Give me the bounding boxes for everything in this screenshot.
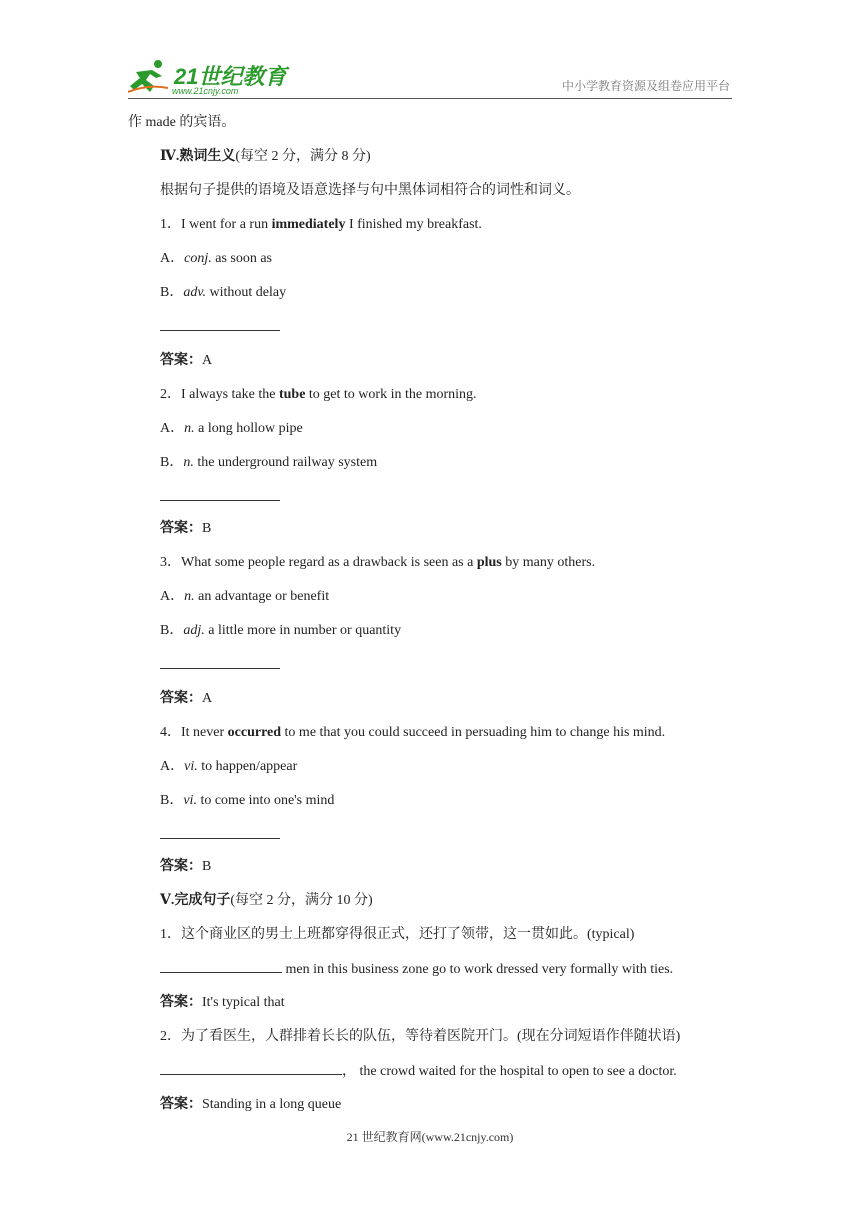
answer-4: 答案：B xyxy=(160,859,212,874)
fill-blank-1 xyxy=(160,960,282,973)
option-1a: A．conj. as soon as xyxy=(160,251,273,266)
answer-3: 答案：A xyxy=(160,691,213,706)
logo xyxy=(128,58,288,98)
section5-sentence-1: men in this business zone go to work dressed very formally with ties. xyxy=(160,960,673,979)
answer-blank-2 xyxy=(160,488,280,507)
section5-title: Ⅴ.完成句子 xyxy=(160,893,231,908)
question-1: 1．I went for a run immediately I finished my breakfast. xyxy=(160,217,482,232)
option-2b: B．n. the underground railway system xyxy=(160,455,378,470)
section4-heading xyxy=(160,148,371,166)
question-3-keyword: plus xyxy=(476,555,502,570)
header-platform-text: 中小学教育资源及组卷应用平台 xyxy=(561,79,730,93)
section5-score: (每空 2 分，满分 10 分) xyxy=(230,893,373,908)
question-4-keyword: occurred xyxy=(227,725,282,740)
section5-heading xyxy=(160,892,373,910)
section4-instruction: 根据句子提供的语境及语意选择与句中黑体词相符合的词性和词义。 xyxy=(160,183,580,198)
answer-blank-3 xyxy=(160,656,280,675)
section5-prompt-1: 1．这个商业区的男士上班都穿得很正式，还打了领带，这一贯如此。(typical) xyxy=(160,927,635,942)
option-2a: A．n. a long hollow pipe xyxy=(160,421,303,436)
section5-answer-2: 答案：Standing in a long queue xyxy=(160,1097,342,1112)
section5-answer-1: 答案：It's typical that xyxy=(160,995,285,1010)
section5-prompt-2: 2．为了看医生，人群排着长长的队伍，等待着医院开门。(现在分词短语作伴随状语) xyxy=(160,1029,681,1044)
question-1-keyword: immediately xyxy=(271,217,346,232)
question-2: 2．I always take the tube to get to work in the morning. xyxy=(160,387,477,402)
section4-title: Ⅳ.熟词生义 xyxy=(160,149,236,164)
answer-blank-1 xyxy=(160,318,280,337)
option-4a: A．vi. to happen/appear xyxy=(160,759,298,774)
option-3a: A．n. an advantage or benefit xyxy=(160,589,330,604)
runner-logo-icon xyxy=(128,58,172,94)
answer-blank-4 xyxy=(160,826,280,845)
answer-1: 答案：A xyxy=(160,353,213,368)
option-3b: B．adj. a little more in number or quantity xyxy=(160,623,402,638)
option-1b: B．adv. without delay xyxy=(160,285,287,300)
page-header xyxy=(128,56,732,99)
intro-line: 作 made 的宾语。 xyxy=(128,115,236,130)
option-4b: B．vi. to come into one's mind xyxy=(160,793,335,808)
section5-sentence-2: ， the crowd waited for the hospital to open to see a doctor. xyxy=(160,1062,677,1081)
question-2-keyword: tube xyxy=(278,387,306,402)
question-3: 3．What some people regard as a drawback is seen as a plus by many others. xyxy=(160,555,596,570)
fill-blank-2 xyxy=(160,1062,342,1075)
question-4: 4．It never occurred to me that you could succeed in persuading him to change his mind. xyxy=(160,725,666,740)
section4-score: (每空 2 分，满分 8 分) xyxy=(235,149,371,164)
logo-text: 21世纪教育 xyxy=(174,64,287,89)
page-footer: 21 世纪教育网(www.21cnjy.com) xyxy=(346,1130,514,1144)
logo-url: www.21cnjy.com xyxy=(172,86,239,96)
answer-2: 答案：B xyxy=(160,521,212,536)
